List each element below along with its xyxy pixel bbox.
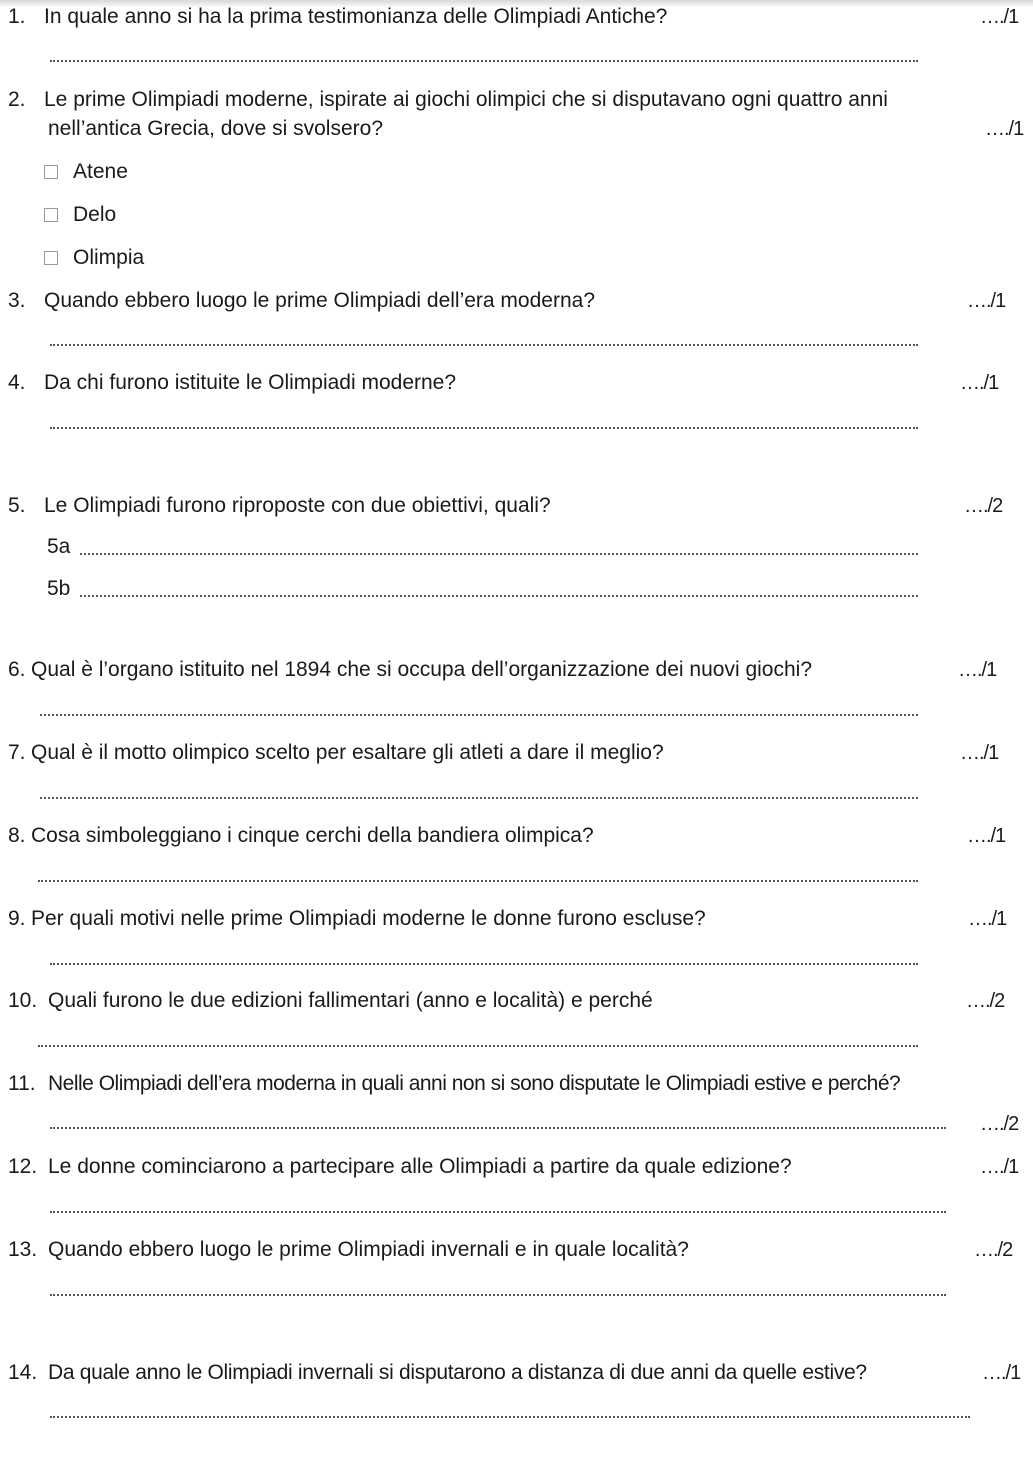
question-1	[0, 3, 1033, 31]
question-number: 4.	[8, 371, 26, 394]
question-2	[0, 86, 1033, 114]
answer-line-14[interactable]	[50, 1416, 970, 1418]
question-text: Qual è l’organo istituito nel 1894 che si occupa dell’organizzazione dei nuovi giochi?	[31, 658, 812, 681]
question-text: Quando ebbero luogo le prime Olimpiadi invernali e in quale località?	[48, 1238, 689, 1261]
question-score: …./1	[980, 6, 1019, 28]
question-score: …./1	[967, 290, 1006, 312]
question-number: 8.	[8, 824, 26, 847]
question-number: 13.	[8, 1238, 38, 1261]
question-number: 12.	[8, 1155, 38, 1178]
option-label: Olimpia	[73, 246, 145, 269]
answer-line-3[interactable]	[50, 344, 918, 346]
answer-line-13[interactable]	[50, 1294, 946, 1296]
answer-line-9[interactable]	[50, 963, 918, 965]
question-score: …./1	[960, 742, 999, 764]
question-11	[0, 1070, 1033, 1098]
question-score: …./1	[967, 825, 1006, 847]
question-score: …./1	[985, 118, 1024, 140]
question-text: In quale anno si ha la prima testimonianza delle Olimpiadi Antiche?	[44, 5, 668, 28]
question-text: Qual è il motto olimpico scelto per esaltare gli atleti a dare il meglio?	[31, 741, 664, 764]
question-12	[0, 1153, 1033, 1181]
answer-line-1[interactable]	[50, 60, 918, 62]
question-score: …./1	[980, 1156, 1019, 1178]
question-number: 6.	[8, 658, 26, 681]
question-text: Le Olimpiadi furono riproposte con due obiettivi, quali?	[44, 494, 551, 517]
sub-label-5a: 5a	[47, 535, 71, 558]
question-score: …./2	[974, 1239, 1013, 1261]
sub-label-5b: 5b	[47, 577, 71, 600]
answer-line-5a[interactable]	[80, 553, 918, 555]
question-13	[0, 1236, 1033, 1264]
checkbox[interactable]	[44, 251, 58, 265]
question-score: …./2	[980, 1113, 1019, 1135]
question-score: …./1	[982, 1362, 1021, 1384]
checkbox[interactable]	[44, 165, 58, 179]
question-text: Le prime Olimpiadi moderne, ispirate ai giochi olimpici che si disputavano ogni quattro anni	[44, 88, 888, 111]
question-number: 5.	[8, 494, 26, 517]
question-8	[0, 822, 1033, 850]
question-number: 2.	[8, 88, 26, 111]
question-number: 9.	[8, 907, 26, 930]
question-14	[0, 1359, 1033, 1387]
option-label: Atene	[73, 160, 128, 183]
question-11-score-row	[0, 1110, 1033, 1138]
question-6	[0, 656, 1033, 684]
question-number: 3.	[8, 289, 26, 312]
answer-line-12[interactable]	[50, 1211, 946, 1213]
answer-line-10[interactable]	[38, 1045, 918, 1047]
question-4	[0, 369, 1033, 397]
question-7	[0, 739, 1033, 767]
question-number: 10.	[8, 989, 38, 1012]
question-text: Quando ebbero luogo le prime Olimpiadi dell’era moderna?	[44, 289, 595, 312]
answer-line-8[interactable]	[38, 880, 918, 882]
question-score: …./1	[960, 372, 999, 394]
answer-line-6[interactable]	[40, 714, 918, 716]
question-text: Cosa simboleggiano i cinque cerchi della bandiera olimpica?	[31, 824, 594, 847]
question-5	[0, 492, 1033, 520]
question-number: 7.	[8, 741, 26, 764]
question-2-continuation	[48, 115, 1033, 143]
question-3	[0, 287, 1033, 315]
answer-line-5b[interactable]	[80, 595, 918, 597]
question-score: …./2	[964, 495, 1003, 517]
question-number: 11.	[8, 1072, 36, 1095]
question-text: Quali furono le due edizioni fallimentari (anno e località) e perché	[48, 989, 653, 1012]
question-score: …./2	[966, 990, 1005, 1012]
question-text: Da chi furono istituite le Olimpiadi moderne?	[44, 371, 457, 394]
question-10	[0, 987, 1033, 1015]
checkbox[interactable]	[44, 208, 58, 222]
question-text: Nelle Olimpiadi dell’era moderna in quali anni non si sono disputate le Olimpiadi estive e perché?	[48, 1072, 901, 1095]
question-number: 1.	[8, 5, 26, 28]
option-label: Delo	[73, 203, 117, 226]
question-text-cont: nell’antica Grecia, dove si svolsero?	[48, 117, 383, 140]
answer-line-7[interactable]	[40, 797, 918, 799]
question-text: Le donne cominciarono a partecipare alle Olimpiadi a partire da quale edizione?	[48, 1155, 792, 1178]
question-number: 14.	[8, 1361, 38, 1384]
question-score: …./1	[958, 659, 997, 681]
question-9	[0, 905, 1033, 933]
answer-line-4[interactable]	[50, 427, 918, 429]
question-score: …./1	[968, 908, 1007, 930]
question-text: Da quale anno le Olimpiadi invernali si disputarono a distanza di due anni da quelle estive?	[48, 1361, 867, 1384]
question-text: Per quali motivi nelle prime Olimpiadi moderne le donne furono escluse?	[31, 907, 706, 930]
